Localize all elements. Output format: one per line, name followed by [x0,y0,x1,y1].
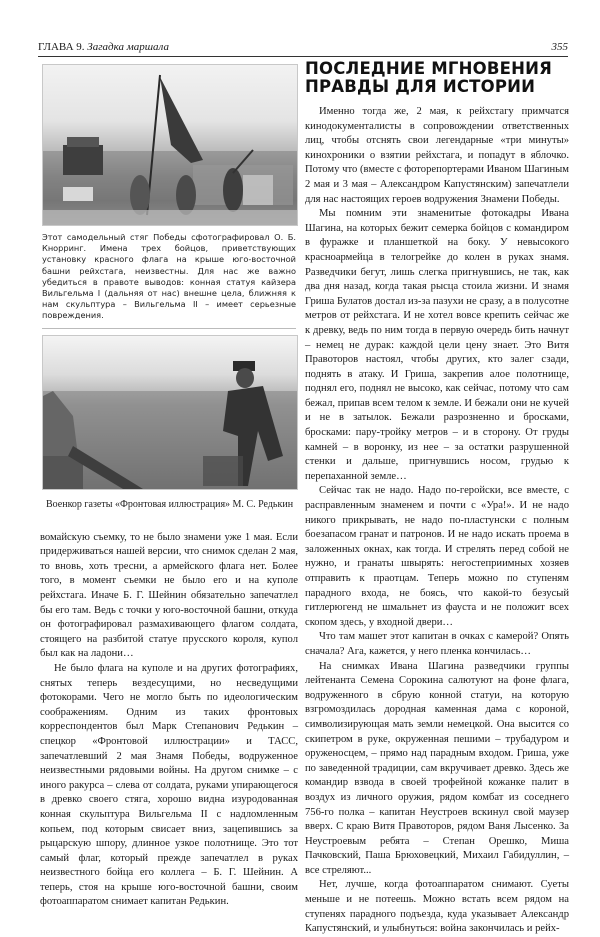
left-column [40,62,298,910]
running-header [38,40,568,57]
paragraph: вомайскую съемку, то не было знамени уже 1 мая. Если придерживаться нашей версии, что снимок сделан 2 мая, то вновь, хоть тресни, а армейского флага нет. Более того, в момент съемки не было его и на куполе рейхстага. Иначе Б. Г. Шейнин обязательно запечатлел бы его там. Ведь с точки у юго-восточной башни, откуда он фотографировал размахивающего флагом солдата, стоящего на разбитой статуе прусского короля, купол был как на ладони… [40,531,298,660]
left-body-text [40,531,298,910]
photo-flag-raising-icon [42,64,298,226]
caption-divider [42,328,296,329]
paragraph: Не было флага на куполе и на других фотографиях, снятых теперь вездесущими, но несведущими фотокорами. Чего не могло быть по идеологическим соображениям. Одним из таких фронтовых корреспондентов был Марк Степанович Редькин – спецкор «Фронтовой иллюстрации» и ТАСС, запечатлевший 2 мая Знамя Победы, водруженное неизвестными рядовыми войны. На другом снимке – с иного ракурса – слева от солдата, руками упирающегося в древко своего стяга, хорошо видна изуродованная конная скульптура Вильгельма II с надломленным копьем, под которым свисает вниз, зацепившись за рыцарскую шпору, длинное узкое полотнище. Это тот самый флаг, который прежде запечатлел в руках неизвестного бойца его коллега – Б. Г. Шейнин. А теперь, стоя на крыше юго-восточной башни, своим фотоаппаратом снимает капитан Редькин. [40,662,298,908]
chapter-label: ГЛАВА 9. [38,41,85,53]
right-column [305,60,569,937]
flag-raising-illustration [43,65,297,225]
right-body-text [305,105,569,937]
page-number: 355 [551,41,568,53]
section-title-line: ПОСЛЕДНИЕ МГНОВЕНИЯ [305,59,552,78]
section-title-line: ПРАВДЫ ДЛЯ ИСТОРИИ [305,77,536,96]
paragraph: Нет, лучше, когда фотоаппаратом снимают. Суеты меньше и не потеешь. Можно встать всем рядом на ступенях парадного подъезда, куда указывает Александр Капустянский, и улыбнуться: война закончилась и рейх- [305,879,569,935]
figure-caption: Военкор газеты «Фронтовая иллюстрация» М. С. Редькин [46,498,294,510]
paragraph: Что там машет этот капитан в очках с камерой? Опять сначала? Ага, кажется, у него пленка кончилась… [305,631,569,657]
photo-war-correspondent-icon [42,335,298,490]
figure-caption: Этот самодельный стяг Победы сфотографировал О. Б. Кнорринг. Имена трех бойцов, приветствующих установку красного флага на крыше юго-восточной башни рейхстага, неизвестны. Для нас же важно убедиться в правоте выводов: конная статуя кайзера Вильгельма I (дальняя от нас) внешне цела, ближняя к нам скульптура – Вильгельма II – имеет серьезные повреждения. [42,232,296,321]
chapter-title: Загадка маршала [87,41,169,53]
section-title [305,60,569,96]
paragraph: Сейчас так не надо. Надо по-геройски, все вместе, с расправленным знаменем и почти с «Ура!». И не надо никого прикрывать, не надо по-пластунски с полным боезапасом гранат и патронов. И не надо искать проема в заложенных окнах, как тогда. И стрелять перед собой не нужно, и гранаты швырять: негостеприимных хозяев отправить к праотцам. Теперь можно по ступеням парадного входа, не боясь, что какой-то безусый гитлерюгенд не шмальнет из фауста и не положит всех скопом здесь, у входной двери… [305,485,569,628]
chapter-heading [38,40,169,54]
paragraph: Мы помним эти знаменитые фотокадры Ивана Шагина, на которых бежит семерка бойцов с командиром в фуражке и планшеткой на боку. У невысокого красноармейца в телогрейке до колен в руках знамя. Разведчики бегут, лишь слегка пригнувшись, не так, как два дня назад, когда такая рысца стоила жизни. И знамя Гриша Булатов достал из-за пазухи не сразу, а в полусотне метров от рейхстага. И не хотел вовсе крепить сейчас же к древку, ведь по ним тогда в первую очередь бить начнут – немец не дурак: каждой цели цену знает. Это Витя Правоторов настоял, чтобы других, кто залег сзади, поднять в атаку. И Гриша, закрепив алое полотнище, поднял его, поднял не высоко, как сейчас, потому что сам бежал, припав всем телом к земле. И бежали они не кучей и не в затылок. Бежали разрозненно и бросками, бросками: пару-тройку метров – и в сторону. От груды камней – в воронку, из нее – за остатки разрушенной стенки и дальше, пригнувшись носом, грудью к перепаханной земле… [305,208,569,482]
paragraph: На снимках Ивана Шагина разведчики группы лейтенанта Семена Сорокина салютуют на фоне флага, водруженного в сбрую конной статуи, на которую взгромоздилась дородная каменная дама с короной, символизирующая мать земли немецкой. Она высится со скипетром в руке, окруженная пешими – трубадуром и оруженосцем, – прямо над парадным входом. Гриша, уже по заведенной традиции, сам вкручивает древко. Здесь же командир взвода в своей трофейной кожанке палит в воздух из личного оружия, рядом комбат из соседнего 756-го полка – капитан Неустроев вскинул свой маузер вверх. С краю Витя Правоторов, рядом Ваня Лысенко. За Неустроевым ребята – Степан Орешко, Миша Пачковский, Паша Брюховецкий, Михаил Габидуллин, – все стреляют... [305,660,569,876]
paragraph: Именно тогда же, 2 мая, к рейхстагу примчатся кинодокументалисты в сопровождении ответственных лиц, чтобы отснять свои легендарные «три минуты» кинохроники о взятии рейхстага, и попадут в яблочко. Потому что (вместе с фоторепортерами Иваном Шагиным 2 мая и 3 мая – Александром Капустянским) запечатлели для нас настоящих героев водружения Знамени Победы. [305,106,569,205]
war-correspondent-illustration [43,336,297,489]
